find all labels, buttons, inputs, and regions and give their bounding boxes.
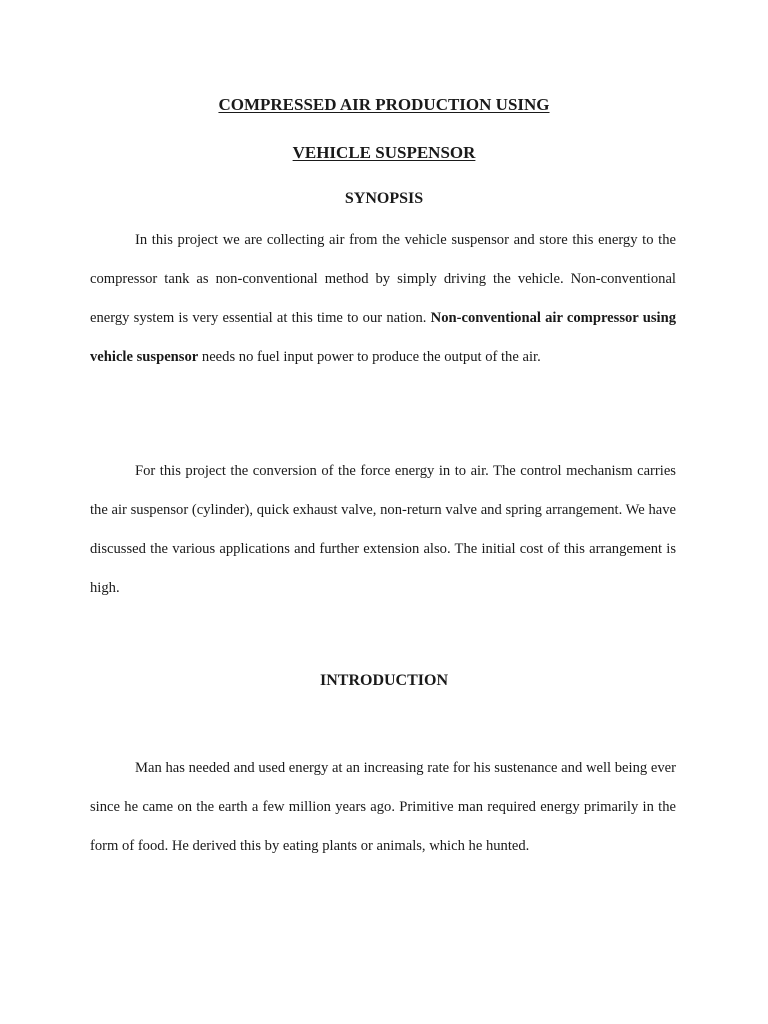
- synopsis-heading: SYNOPSIS: [344, 190, 424, 207]
- introduction-paragraph-1: Man has needed and used energy at an increasing rate for his sustenance and well being ever since he came on the earth a few million years ago. Primitive man required energy primarily in the form of food. He derived this by eating plants or animals, which he hunted.: [90, 760, 676, 854]
- document-title-line1-text: COMPRESSED AIR PRODUCTION USING: [218, 95, 550, 114]
- synopsis-paragraph-2: For this project the conversion of the force energy in to air. The control mechanism carries the air suspensor (cylinder), quick exhaust valve, non-return valve and spring arrangement. We have discussed the various applications and further extension also. The initial cost of this arrangement is high.: [90, 463, 676, 596]
- synopsis-p1-text: In this project we are collecting air from the vehicle suspensor and store this energy to the compressor tank as non-conventional method by simply driving the vehicle. Non-conventional energy system is very essential at this time to our nation.: [90, 232, 676, 326]
- synopsis-p1-bold: Non-conventional air compressor using vehicle suspensor: [90, 310, 676, 365]
- document-title-line2-text: VEHICLE SUSPENSOR: [292, 143, 476, 162]
- synopsis-paragraph-1: [90, 221, 676, 377]
- introduction-heading: INTRODUCTION: [319, 672, 448, 689]
- synopsis-p1-tail: needs no fuel input power to produce the output of the air.: [198, 349, 541, 365]
- document-title-line2: [0, 143, 768, 163]
- document-title-line1: [0, 95, 768, 115]
